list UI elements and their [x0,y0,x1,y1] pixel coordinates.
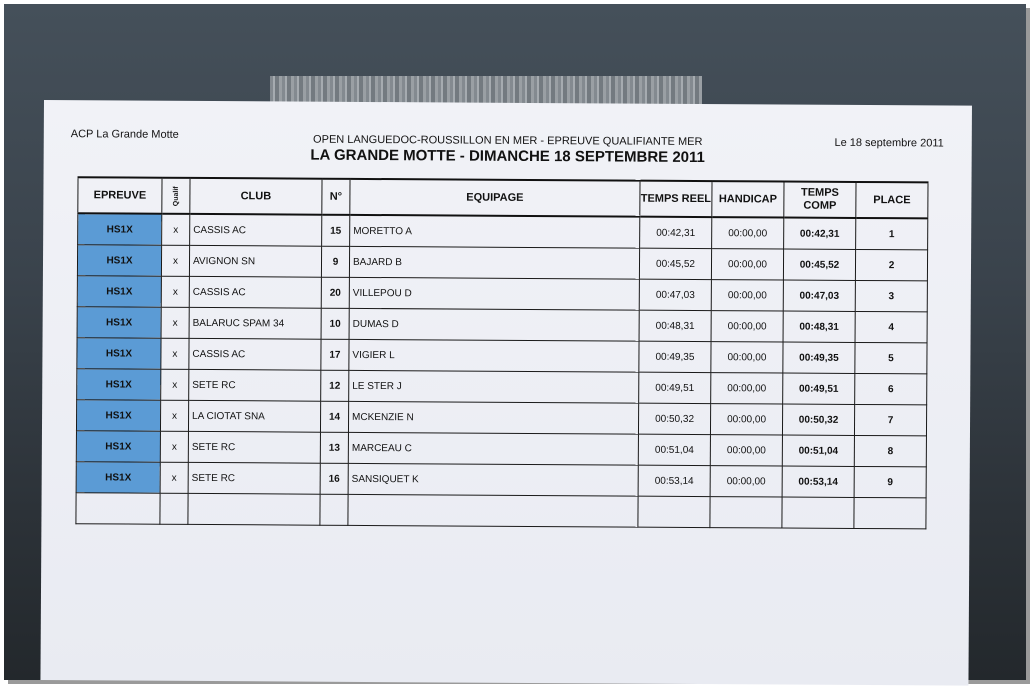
cell-place: 2 [855,249,927,280]
table-row [76,400,926,436]
empty-cell [854,497,926,528]
cell-epreuve: HS1X [77,307,161,339]
cell-epreuve: HS1X [77,369,161,401]
cell-num: 12 [321,370,349,401]
table-row [77,245,927,281]
col-temps-reel: TEMPS REEL [640,181,712,217]
col-temps-comp: TEMPS COMP [784,182,856,218]
cell-club: CASSIS AC [190,214,322,246]
col-equipage: EQUIPAGE [350,179,640,217]
cell-temps-reel: 00:53,14 [638,465,710,496]
cell-equipage: MORETTO A [350,215,640,248]
cell-temps-comp: 00:51,04 [782,435,854,466]
table-row [77,307,927,343]
cell-club: SETE RC [188,431,320,463]
cell-temps-comp: 00:45,52 [783,249,855,280]
empty-cell [76,493,160,525]
col-club: CLUB [190,178,322,215]
cell-qualif: x [162,214,190,246]
cell-handicap: 00:00,00 [711,280,783,311]
cell-equipage: LE STER J [349,370,639,403]
table-row [77,338,927,374]
cell-club: CASSIS AC [189,276,321,308]
cell-club: LA CIOTAT SNA [188,400,320,432]
cell-equipage: MARCEAU C [348,432,638,465]
cell-temps-comp: 00:47,03 [783,280,855,311]
cell-handicap: 00:00,00 [712,217,784,249]
cell-equipage: MCKENZIE N [348,401,638,434]
event-subtitle: OPEN LANGUEDOC-ROUSSILLON EN MER - EPREUVE QUALIFIANTE MER [313,133,703,149]
cell-qualif: x [160,462,188,493]
cell-temps-reel: 00:47,03 [639,279,711,310]
col-epreuve: EPREUVE [78,177,162,214]
cell-equipage: VIGIER L [349,339,639,372]
cell-place: 5 [855,342,927,373]
cell-epreuve: HS1X [76,462,160,494]
cell-temps-comp: 00:49,35 [783,342,855,373]
cell-place: 6 [855,373,927,404]
cell-place: 7 [854,404,926,435]
cell-qualif: x [161,245,189,276]
cell-temps-reel: 00:48,31 [639,310,711,341]
cell-num: 20 [321,277,349,308]
cell-handicap: 00:00,00 [711,249,783,280]
cell-handicap: 00:00,00 [710,466,782,497]
cell-temps-comp: 00:50,32 [782,404,854,435]
cell-epreuve: HS1X [77,338,161,370]
col-qualif [162,178,190,214]
empty-row [76,493,926,529]
cell-equipage: DUMAS D [349,308,639,341]
date-label: Le 18 septembre 2011 [834,136,944,150]
empty-cell [638,496,710,527]
results-table [75,176,928,529]
empty-cell [320,494,348,525]
cell-equipage: BAJARD B [349,246,639,279]
cell-temps-reel: 00:50,32 [638,403,710,434]
cell-epreuve: HS1X [77,276,161,308]
cell-qualif: x [160,400,188,431]
cell-qualif: x [161,369,189,400]
col-num: N° [322,179,350,215]
col-handicap: HANDICAP [712,181,784,217]
cell-epreuve: HS1X [78,213,162,245]
col-place: PLACE [856,182,928,218]
table-row [76,431,926,467]
cell-club: CASSIS AC [189,338,321,370]
cell-place: 8 [854,435,926,466]
cell-num: 17 [321,339,349,370]
cell-temps-comp: 00:49,51 [783,373,855,404]
cell-temps-reel: 00:42,31 [640,217,712,249]
cell-temps-reel: 00:51,04 [638,434,710,465]
cell-temps-reel: 00:49,51 [639,372,711,403]
cell-club: SETE RC [189,369,321,401]
table-row [77,369,927,405]
col-qualif-label: Qualif [172,185,180,206]
empty-cell [348,494,638,527]
table-row [77,276,927,312]
cell-handicap: 00:00,00 [711,342,783,373]
cell-place: 3 [855,280,927,311]
empty-cell [188,493,320,525]
cell-handicap: 00:00,00 [710,404,782,435]
organizer-label: ACP La Grande Motte [70,128,179,141]
cell-qualif: x [161,338,189,369]
table-row [78,213,928,250]
empty-cell [782,497,854,528]
cell-equipage: SANSIQUET K [348,463,638,496]
cell-epreuve: HS1X [77,245,161,277]
results-sheet [40,100,972,686]
cell-handicap: 00:00,00 [710,435,782,466]
cell-num: 16 [320,463,348,494]
cell-epreuve: HS1X [76,431,160,463]
cell-num: 15 [322,215,350,247]
results-body [76,213,928,529]
table-header-row [78,177,928,218]
empty-cell [160,493,188,524]
cell-temps-comp: 00:48,31 [783,311,855,342]
cell-num: 10 [321,308,349,339]
cell-equipage: VILLEPOU D [349,277,639,310]
cell-handicap: 00:00,00 [711,311,783,342]
cell-place: 4 [855,311,927,342]
event-title: LA GRANDE MOTTE - DIMANCHE 18 SEPTEMBRE 2011 [310,146,705,167]
cell-place: 1 [856,218,928,250]
cell-club: SETE RC [188,462,320,494]
cell-temps-reel: 00:49,35 [639,341,711,372]
cell-epreuve: HS1X [76,400,160,432]
cell-temps-comp: 00:42,31 [784,218,856,250]
cell-club: BALARUC SPAM 34 [189,307,321,339]
cell-num: 13 [320,432,348,463]
cell-club: AVIGNON SN [189,245,321,277]
cell-num: 14 [320,401,348,432]
table-row [76,462,926,498]
cell-place: 9 [854,466,926,497]
cell-qualif: x [161,307,189,338]
cell-qualif: x [161,276,189,307]
cell-temps-reel: 00:45,52 [639,248,711,279]
empty-cell [710,497,782,528]
cell-temps-comp: 00:53,14 [782,466,854,497]
cell-handicap: 00:00,00 [711,373,783,404]
sheet-header [44,132,972,168]
cell-qualif: x [160,431,188,462]
cell-num: 9 [321,246,349,277]
